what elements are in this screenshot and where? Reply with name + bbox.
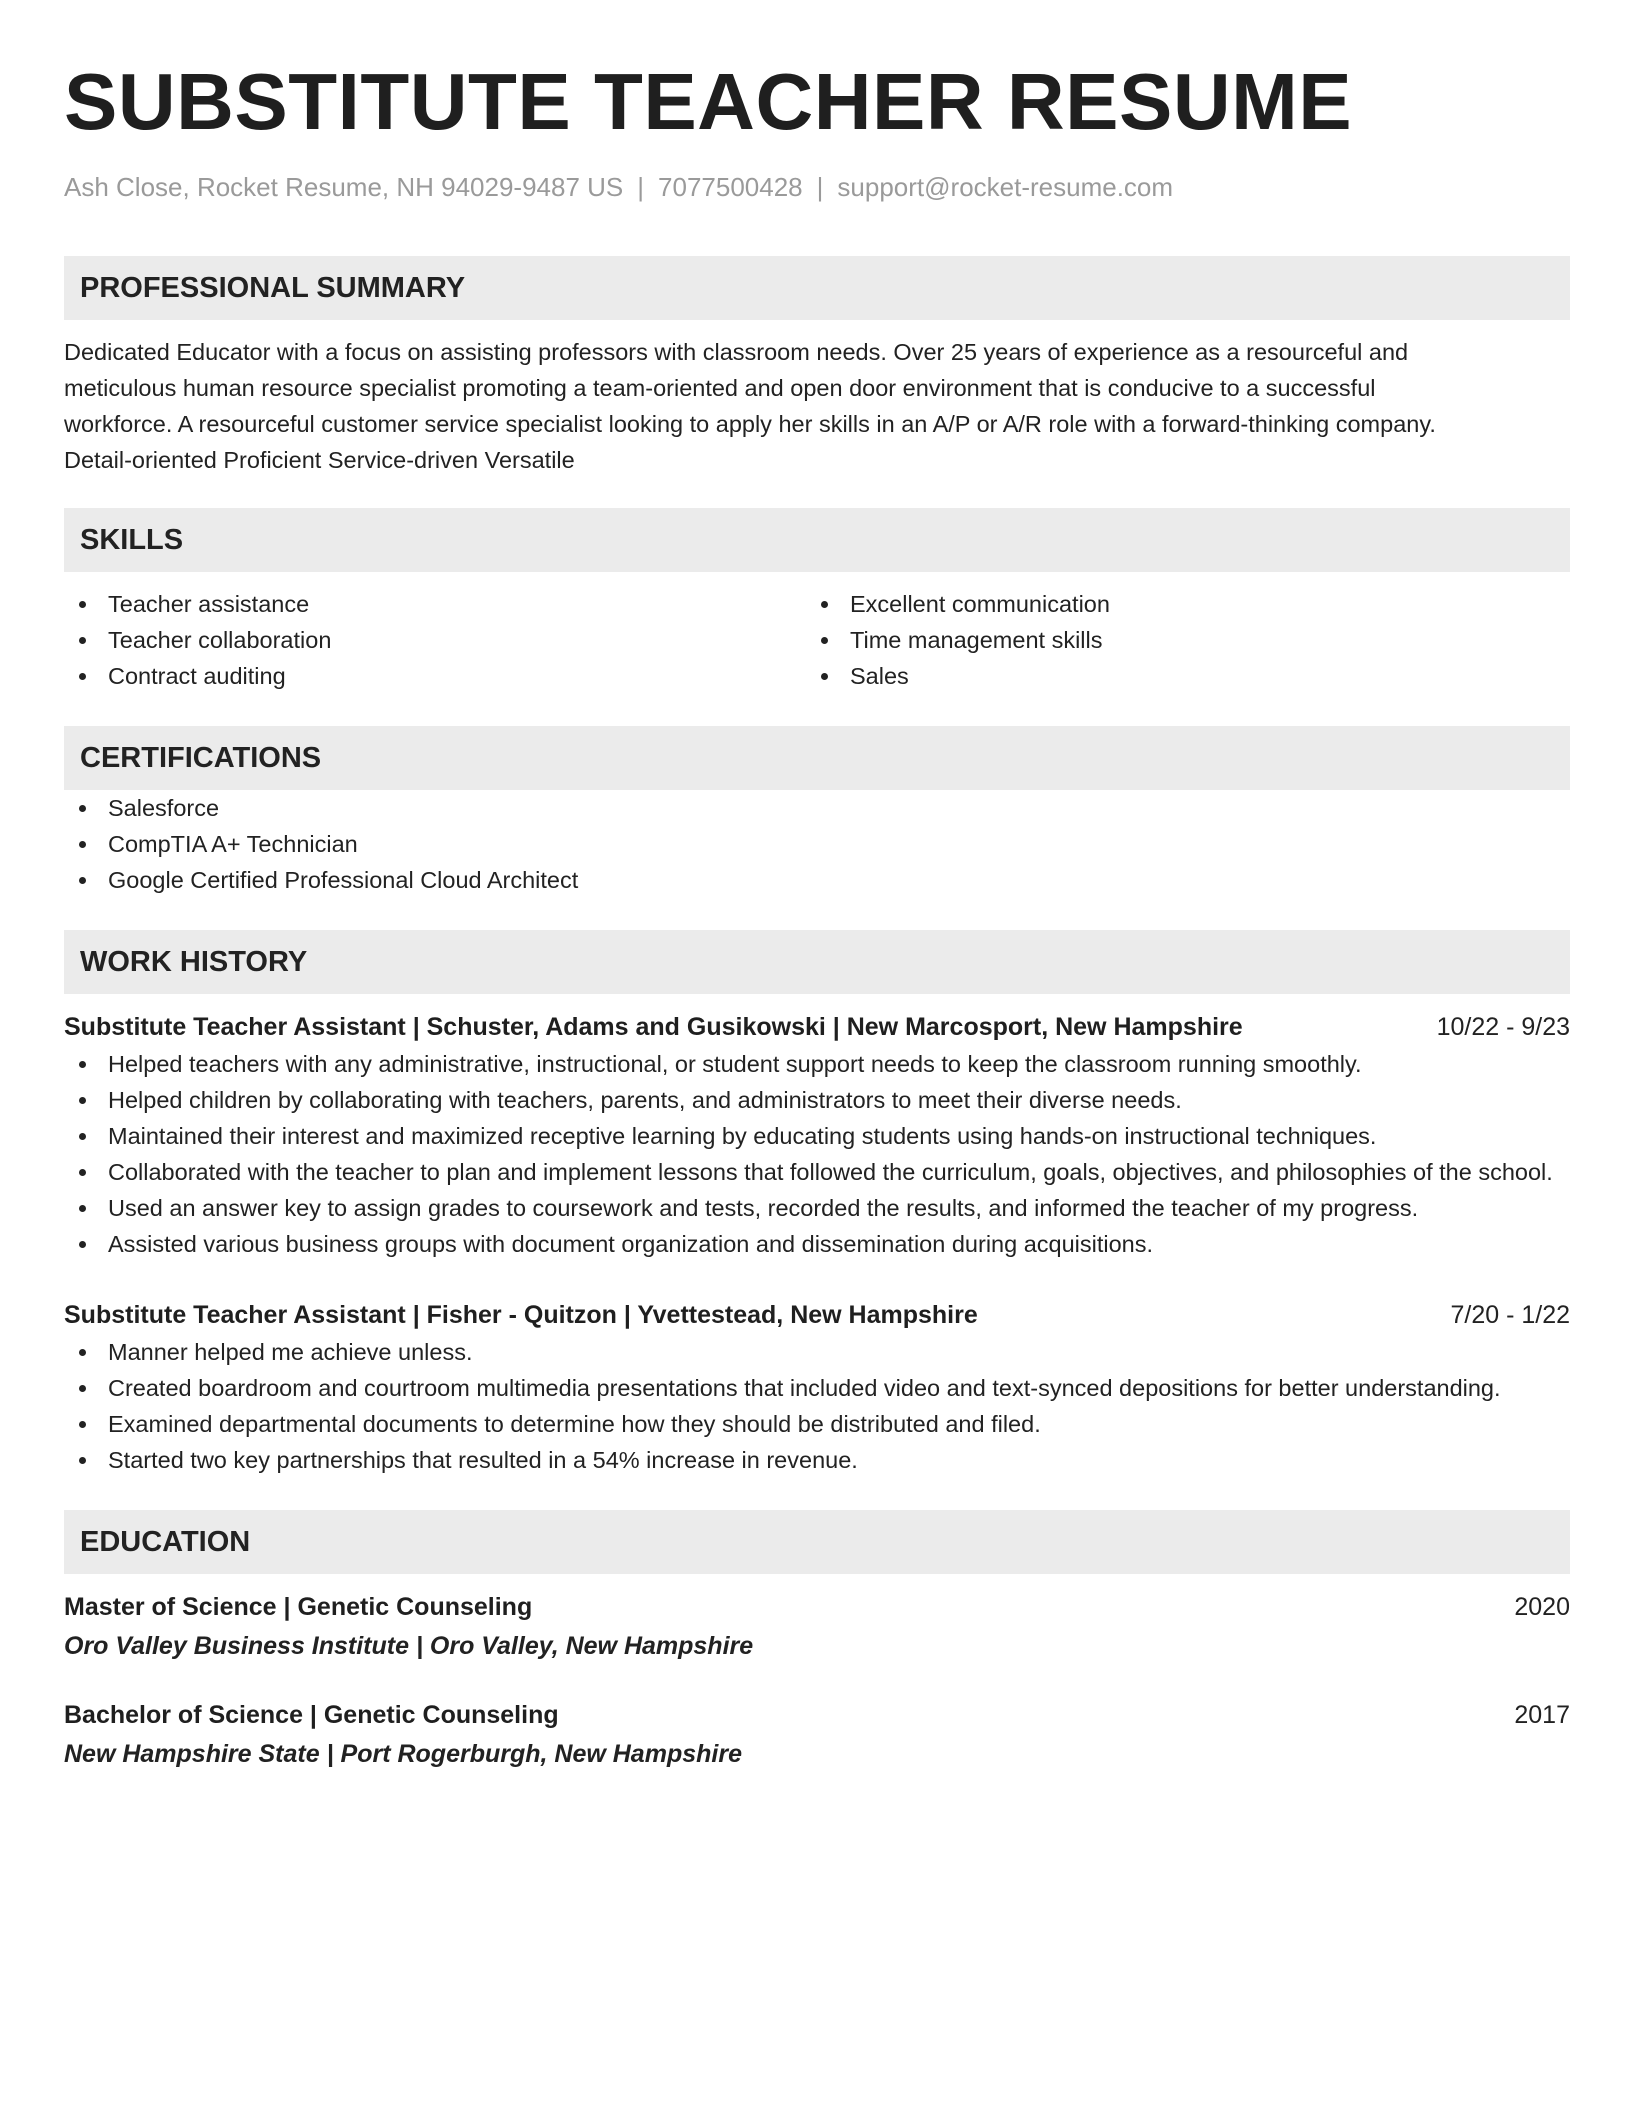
- job-bullet: [64, 1046, 1570, 1082]
- bullet-dot: [79, 1205, 86, 1212]
- skill-item: [64, 658, 806, 694]
- skill-item: [64, 622, 806, 658]
- summary-line: Detail-oriented Proficient Service-driven Versatile: [64, 447, 575, 473]
- contact-line: [64, 170, 1570, 204]
- job-dates: 10/22 - 9/23: [1436, 1013, 1570, 1041]
- bullet-dot: [79, 1385, 86, 1392]
- job-bullet-text: Collaborated with the teacher to plan and implement lessons that followed the curriculum, goals, objectives, and philosophies of the school.: [108, 1159, 1553, 1185]
- education-school: Oro Valley Business Institute | Oro Valley, New Hampshire: [64, 1632, 754, 1660]
- job-bullets: [64, 1046, 1570, 1262]
- education-year: 2017: [1514, 1701, 1570, 1729]
- job-bullet: [64, 1370, 1570, 1406]
- job-entry: [64, 1296, 1570, 1478]
- certifications-heading: CERTIFICATIONS: [64, 726, 1570, 790]
- summary-line: meticulous human resource specialist promoting a team-oriented and open door environment that is conducive to a successful: [64, 375, 1376, 401]
- certification-item: [64, 862, 1570, 898]
- job-bullet: [64, 1226, 1570, 1262]
- job-bullet-text: Used an answer key to assign grades to coursework and tests, recorded the results, and informed the teacher of my progress.: [108, 1195, 1419, 1221]
- contact-separator: |: [816, 172, 824, 202]
- job-bullet: [64, 1334, 1570, 1370]
- contact-separator: |: [637, 172, 645, 202]
- bullet-dot: [79, 841, 86, 848]
- job-bullet-text: Started two key partnerships that resulted in a 54% increase in revenue.: [108, 1447, 858, 1473]
- bullet-dot: [821, 601, 828, 608]
- education-header: [64, 1696, 1570, 1734]
- education-year: 2020: [1514, 1593, 1570, 1621]
- job-bullet: [64, 1442, 1570, 1478]
- contact-address: Ash Close, Rocket Resume, NH 94029-9487 US: [64, 172, 624, 202]
- job-header: [64, 1296, 1570, 1334]
- education-entry: [64, 1588, 1570, 1666]
- certification-item: [64, 790, 1570, 826]
- skills-column-left: [64, 586, 806, 694]
- skill-label: Sales: [850, 663, 909, 689]
- certification-label: Salesforce: [108, 795, 220, 821]
- skills-section: [64, 508, 1570, 694]
- skill-label: Contract auditing: [108, 663, 286, 689]
- skill-item: [806, 658, 1548, 694]
- certifications-list: [64, 790, 1570, 898]
- job-bullets: [64, 1334, 1570, 1478]
- skill-label: Excellent communication: [850, 591, 1110, 617]
- summary-line: Dedicated Educator with a focus on assisting professors with classroom needs. Over 25 years of experience as a resourceful and: [64, 339, 1409, 365]
- bullet-dot: [79, 1169, 86, 1176]
- skill-item: [806, 622, 1548, 658]
- bullet-dot: [79, 1349, 86, 1356]
- bullet-dot: [79, 1097, 86, 1104]
- certifications-section: [64, 726, 1570, 898]
- summary-section: [64, 256, 1570, 478]
- bullet-dot: [79, 601, 86, 608]
- bullet-dot: [821, 673, 828, 680]
- job-dates: 7/20 - 1/22: [1450, 1301, 1570, 1329]
- job-bullet: [64, 1406, 1570, 1442]
- education-section: [64, 1510, 1570, 1774]
- bullet-dot: [79, 1421, 86, 1428]
- education-school: New Hampshire State | Port Rogerburgh, New Hampshire: [64, 1740, 742, 1768]
- bullet-dot: [79, 637, 86, 644]
- job-bullet-text: Assisted various business groups with document organization and dissemination during acquisitions.: [108, 1231, 1154, 1257]
- job-bullet-text: Examined departmental documents to determine how they should be distributed and filed.: [108, 1411, 1041, 1437]
- job-entry: [64, 1008, 1570, 1262]
- certification-item: [64, 826, 1570, 862]
- job-bullet: [64, 1190, 1570, 1226]
- job-bullet-text: Manner helped me achieve unless.: [108, 1339, 473, 1365]
- job-bullet: [64, 1118, 1570, 1154]
- work-history-heading: WORK HISTORY: [64, 930, 1570, 994]
- bullet-dot: [79, 1457, 86, 1464]
- education-degree: Bachelor of Science | Genetic Counseling: [64, 1701, 559, 1729]
- job-bullet-text: Helped children by collaborating with teachers, parents, and administrators to meet their diverse needs.: [108, 1087, 1182, 1113]
- job-header: [64, 1008, 1570, 1046]
- job-bullet: [64, 1082, 1570, 1118]
- education-heading: EDUCATION: [64, 1510, 1570, 1574]
- bullet-dot: [79, 805, 86, 812]
- bullet-dot: [821, 637, 828, 644]
- summary-heading: PROFESSIONAL SUMMARY: [64, 256, 1570, 320]
- skill-label: Teacher collaboration: [108, 627, 332, 653]
- summary-line: workforce. A resourceful customer service specialist looking to apply her skills in an A/P or A/R role with a forward-thinking company.: [64, 411, 1436, 437]
- bullet-dot: [79, 1133, 86, 1140]
- bullet-dot: [79, 1241, 86, 1248]
- skill-item: [64, 586, 806, 622]
- summary-text: [64, 334, 1570, 478]
- skill-label: Time management skills: [850, 627, 1103, 653]
- certification-label: CompTIA A+ Technician: [108, 831, 358, 857]
- skill-item: [806, 586, 1548, 622]
- resume-title: SUBSTITUTE TEACHER RESUME: [64, 57, 1353, 146]
- resume-page: [64, 54, 1570, 1774]
- skills-grid: [64, 586, 1570, 694]
- job-bullet: [64, 1154, 1570, 1190]
- job-bullet-text: Maintained their interest and maximized receptive learning by educating students using hands-on instructional techniques.: [108, 1123, 1377, 1149]
- job-title: Substitute Teacher Assistant | Schuster, Adams and Gusikowski | New Marcosport, New Hampshire: [64, 1013, 1243, 1041]
- education-degree: Master of Science | Genetic Counseling: [64, 1593, 533, 1621]
- job-title: Substitute Teacher Assistant | Fisher - Quitzon | Yvettestead, New Hampshire: [64, 1301, 978, 1329]
- education-header: [64, 1588, 1570, 1626]
- contact-phone: 7077500428: [658, 172, 803, 202]
- skills-column-right: [806, 586, 1548, 694]
- education-entry: [64, 1696, 1570, 1774]
- skill-label: Teacher assistance: [108, 591, 310, 617]
- bullet-dot: [79, 673, 86, 680]
- skills-heading: SKILLS: [64, 508, 1570, 572]
- work-history-section: [64, 930, 1570, 1478]
- job-bullet-text: Helped teachers with any administrative, instructional, or student support needs to keep the classroom running smoothly.: [108, 1051, 1362, 1077]
- job-bullet-text: Created boardroom and courtroom multimedia presentations that included video and text-synced depositions for better understanding.: [108, 1375, 1501, 1401]
- bullet-dot: [79, 1061, 86, 1068]
- bullet-dot: [79, 877, 86, 884]
- certification-label: Google Certified Professional Cloud Architect: [108, 867, 579, 893]
- contact-email: support@rocket-resume.com: [837, 172, 1174, 202]
